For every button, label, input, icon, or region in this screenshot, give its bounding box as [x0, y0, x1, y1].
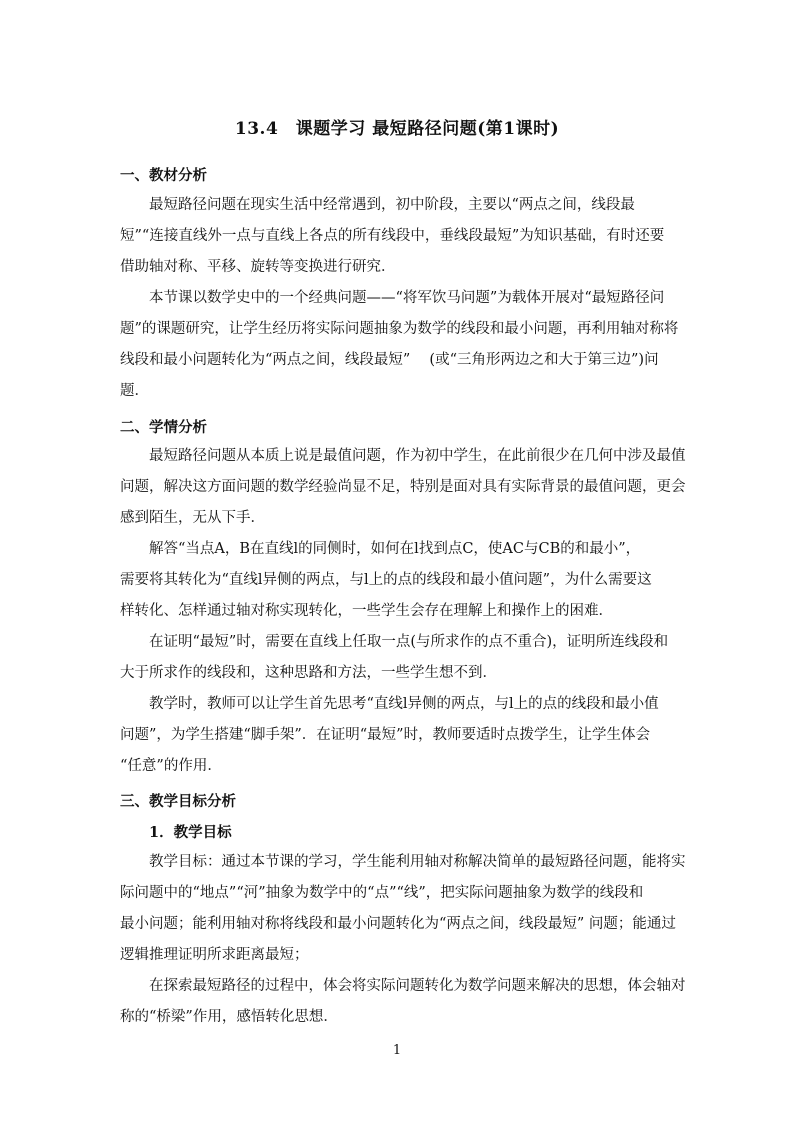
text-line: 在探索最短路径的过程中，体会将实际问题转化为数学问题来解决的思想，体会轴对	[149, 978, 686, 994]
text-line: 线段和最小问题转化为“两点之间，线段最短” (或“三角形两边之和大于第三边”)问	[120, 352, 659, 368]
text-line: 需要将其转化为“直线l异侧的两点，与l上的点的线段和最小值问题”，为什么需要这	[120, 572, 652, 588]
text-line: 最短路径问题从本质上说是最值问题，作为初中学生，在此前很少在几何中涉及最值	[149, 448, 686, 464]
subsection-heading-objectives: 1．教学目标	[149, 824, 232, 841]
paragraph	[120, 847, 686, 971]
text-line: 教学时，教师可以让学生首先思考“直线l异侧的两点，与l上的点的线段和最小值	[149, 696, 659, 712]
text-line: 逻辑推理证明所求距离最短；	[120, 947, 309, 963]
text-line: 教学目标：通过本节课的学习，学生能利用轴对称解决简单的最短路径问题，能将实	[149, 854, 686, 870]
document-title: 13.4 课题学习 最短路径问题(第1课时)	[234, 119, 560, 139]
text-line: 题”的课题研究，让学生经历将实际问题抽象为数学的线段和最小问题，再利用轴对称将	[120, 321, 679, 337]
paragraph	[120, 627, 675, 689]
text-line: 在证明“最短”时，需要在直线上任取一点(与所求作的点不重合)，证明所连线段和	[149, 634, 669, 650]
paragraph	[120, 971, 686, 1033]
paragraph	[120, 190, 675, 283]
text-line: 样转化、怎样通过轴对称实现转化，一些学生会存在理解上和操作上的困难．	[120, 603, 613, 619]
text-line: 短”“连接直线外一点与直线上各点的所有线段中，垂线段最短”为知识基础，有时还要	[120, 228, 665, 244]
page-number: 1	[392, 1043, 402, 1058]
text-line: 解答“当点A，B在直线l的同侧时，如何在l找到点C，使AC与CB的和最小”，	[149, 541, 641, 557]
text-line: 问题，解决这方面问题的数学经验尚显不足，特别是面对具有实际背景的最值问题，更会	[120, 479, 686, 495]
paragraph	[120, 283, 679, 407]
text-line: 称的“桥梁”作用，感悟转化思想．	[120, 1009, 338, 1025]
text-line: 际问题中的“地点”“河”抽象为数学中的“点”“线”，把实际问题抽象为数学的线段和	[120, 885, 644, 901]
text-line: 本节课以数学史中的一个经典问题——“将军饮马问题”为载体开展对“最短路径问	[149, 290, 665, 306]
section-heading-student-analysis: 二、学情分析	[120, 419, 207, 436]
text-line: 问题”，为学生搭建“脚手架”．在证明“最短”时，教师要适时点拨学生，让学生体会	[120, 727, 651, 743]
text-line: 借助轴对称、平移、旋转等变换进行研究．	[120, 259, 396, 275]
paragraph	[120, 689, 675, 782]
section-heading-teaching-objectives: 三、教学目标分析	[120, 793, 236, 810]
text-line: 大于所求作的线段和，这种思路和方法，一些学生想不到．	[120, 665, 497, 681]
text-line: 最小问题；能利用轴对称将线段和最小问题转化为“两点之间，线段最短” 问题；能通过	[120, 916, 676, 932]
paragraph	[120, 534, 675, 627]
text-line: 最短路径问题在现实生活中经常遇到，初中阶段，主要以“两点之间，线段最	[149, 197, 635, 213]
paragraph	[120, 441, 686, 534]
text-line: “任意”的作用．	[120, 758, 222, 774]
text-line: 题．	[120, 383, 149, 399]
text-line: 感到陌生，无从下手．	[120, 510, 265, 526]
section-heading-textbook-analysis: 一、教材分析	[120, 167, 207, 184]
